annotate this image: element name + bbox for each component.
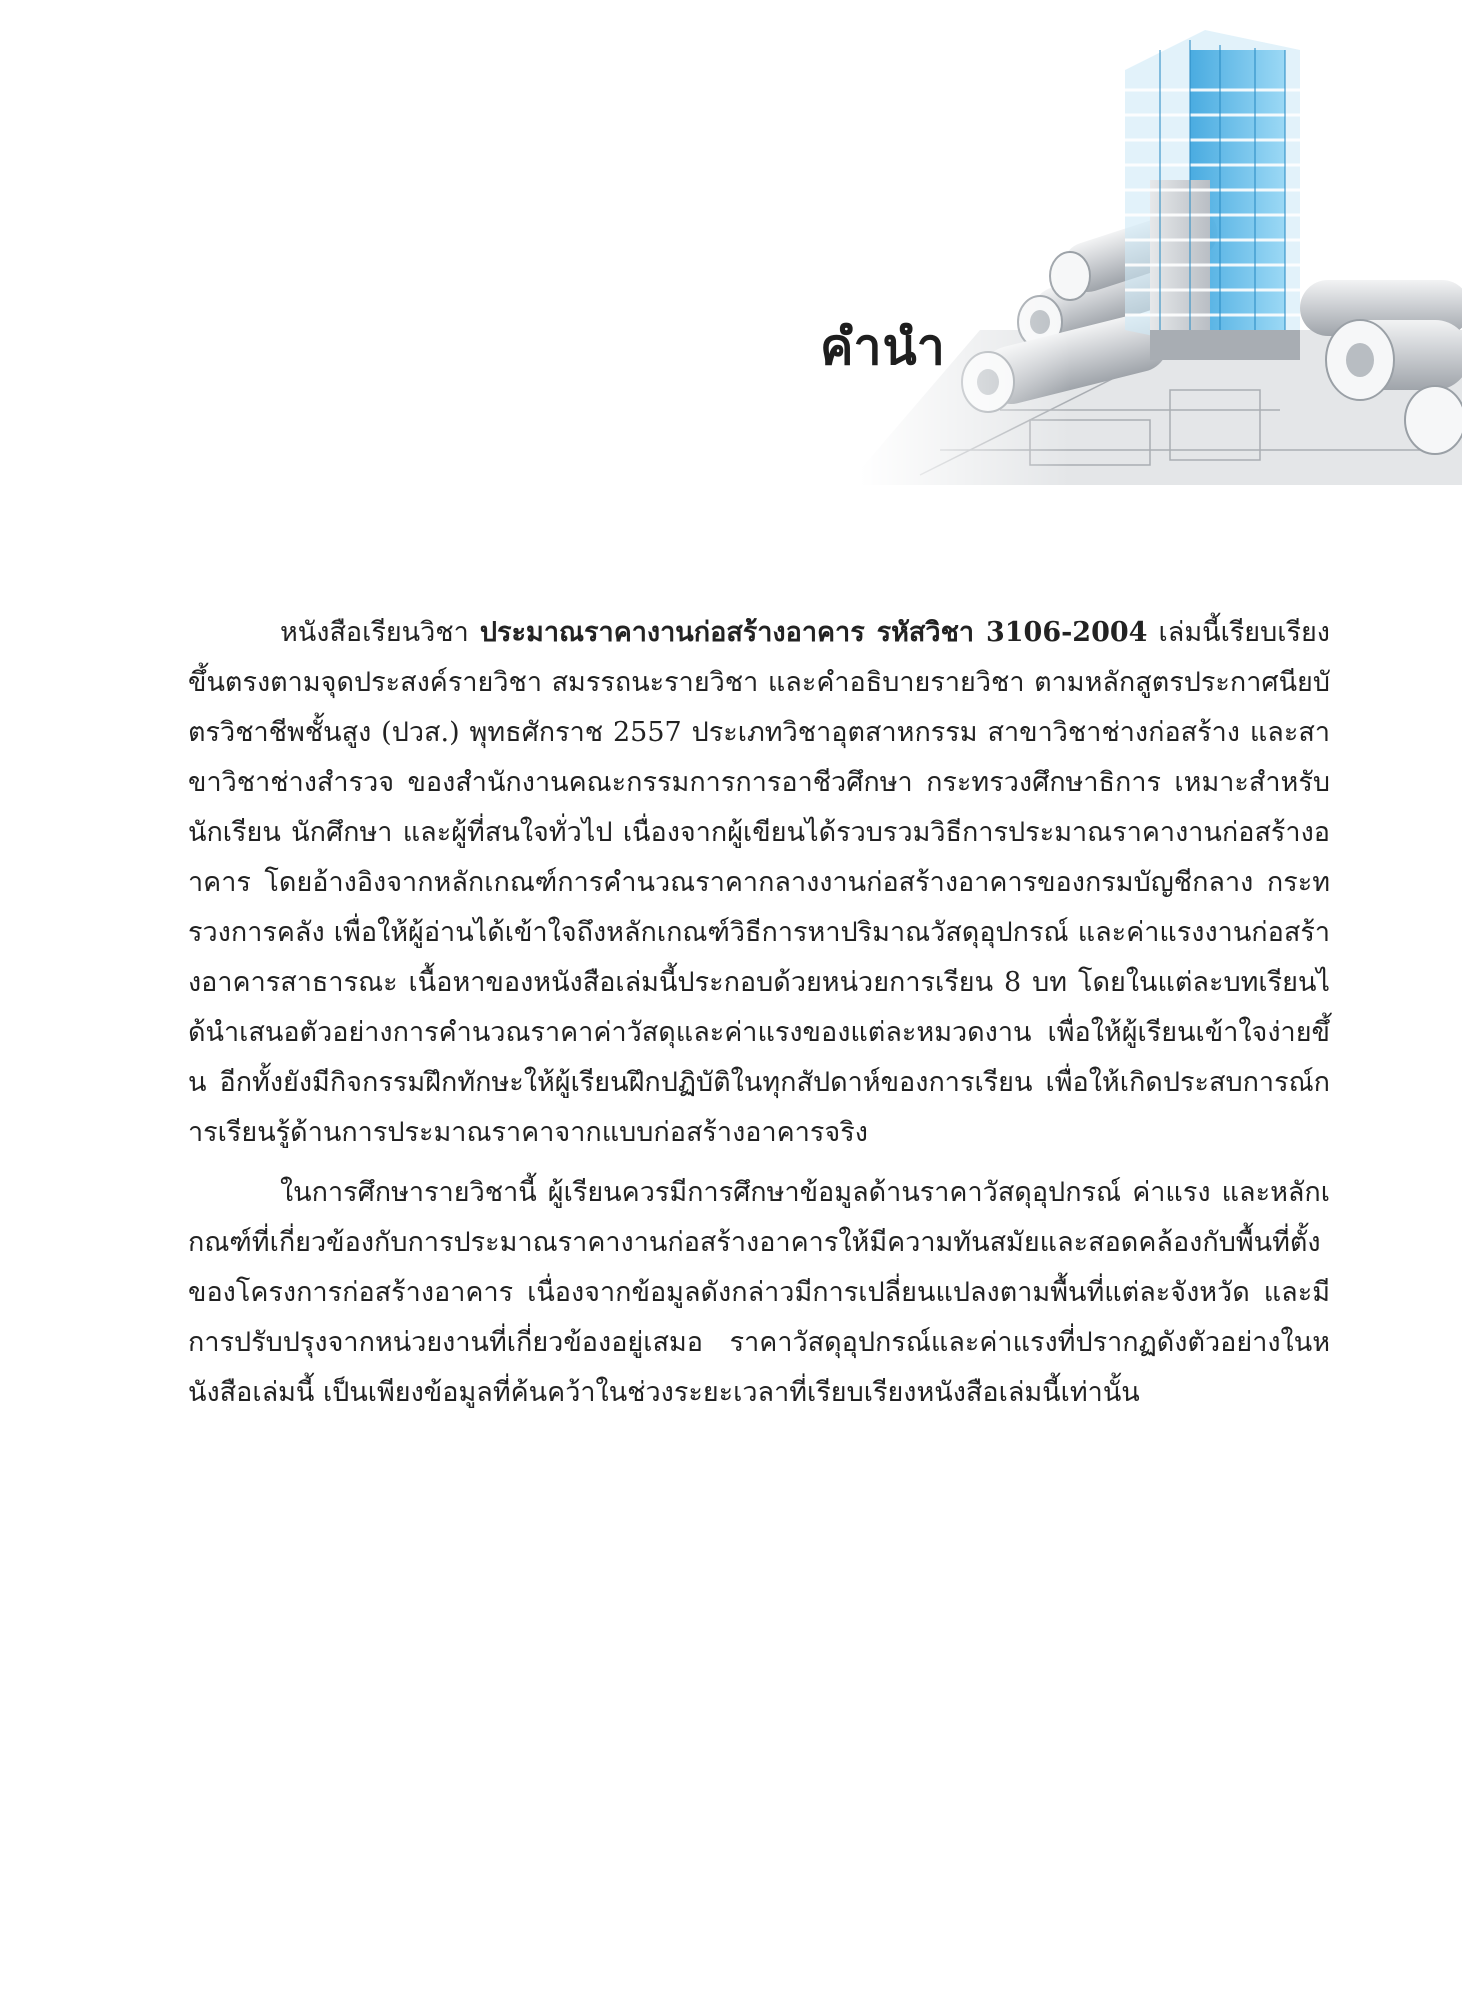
paragraph-2: ในการศึกษารายวิชานี้ ผู้เรียนควรมีการศึกษาข้อมูลด้านราคาวัสดุอุปกรณ์ ค่าแรง และหลักเกณฑ์ที่เกี่ยวข้องกับการประมาณราคางานก่อสร้างอาคารให้มีความทันสมัยและสอดคล้องกับพื้นที่ตั้งของโครงการก่อสร้างอาคาร เนื่องจากข้อมูลดังกล่าวมีการเปลี่ยนแปลงตามพื้นที่แต่ละจังหวัด และมีการปรับปรุงจากหน่วยงานที่เกี่ยวข้องอยู่เสมอ ราคาวัสดุอุปกรณ์และค่าแรงที่ปรากฏดังตัวอย่างในหนังสือเล่มนี้ เป็นเพียงข้อมูลที่ค้นคว้าในช่วงระยะเวลาที่เรียบเรียงหนังสือเล่มนี้เท่านั้น	[188, 1177, 1330, 1408]
paragraph-1-rest: เล่มนี้เรียบเรียงขึ้นตรงตามจุดประสงค์รายวิชา สมรรถนะรายวิชา และคำอธิบายรายวิชา ตามหลักสูตรประกาศนียบัตรวิชาชีพชั้นสูง (ปวส.) พุทธศักราช 2557 ประเภทวิชาอุตสาหกรรม สาขาวิชาช่างก่อสร้าง และสาขาวิชาช่างสำรวจ ของสำนักงานคณะกรรมการการอาชีวศึกษา กระทรวงศึกษาธิการ เหมาะสำหรับนักเรียน นักศึกษา และผู้ที่สนใจทั่วไป เนื่องจากผู้เขียนได้รวบรวมวิธีการประมาณราคางานก่อสร้างอาคาร โดยอ้างอิงจากหลักเกณฑ์การคำนวณราคากลางงานก่อสร้างอาคารของกรมบัญชีกลาง กระทรวงการคลัง เพื่อให้ผู้อ่านได้เข้าใจถึงหลักเกณฑ์วิธีการหาปริมาณวัสดุอุปกรณ์ และค่าแรงงานก่อสร้างอาคารสาธารณะ เนื้อหาของหนังสือเล่มนี้ประกอบด้วยหน่วยการเรียน 8 บท โดยในแต่ละบทเรียนได้นำเสนอตัวอย่างการคำนวณราคาค่าวัสดุและค่าแรงของแต่ละหมวดงาน เพื่อให้ผู้เรียนเข้าใจง่ายขึ้น อีกทั้งยังมีกิจกรรมฝึกทักษะให้ผู้เรียนฝึกปฏิบัติในทุกสัปดาห์ของการเรียน เพื่อให้เกิดประสบการณ์การเรียนรู้ด้านการประมาณราคาจากแบบก่อสร้างอาคารจริง	[188, 617, 1330, 1148]
building-blueprint-illustration	[860, 30, 1462, 485]
page-title: คำนำ	[820, 318, 946, 376]
paragraph-1-intro: หนังสือเรียนวิชา	[280, 617, 480, 648]
document-body	[188, 608, 1330, 1428]
paragraph-1	[188, 608, 1330, 1158]
course-title: ประมาณราคางานก่อสร้างอาคาร รหัสวิชา 3106-2004	[479, 617, 1148, 648]
